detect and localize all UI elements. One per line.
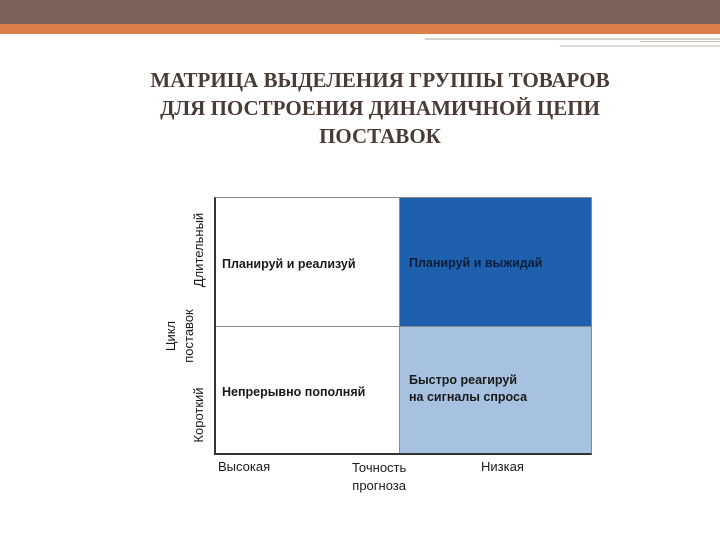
x-axis-title-line-2: прогноза — [352, 478, 406, 493]
header-band — [0, 0, 720, 24]
x-axis-title-line-1: Точность — [352, 460, 407, 475]
matrix-cell-label-line-1: Быстро реагируй — [409, 373, 518, 387]
slide-title-line-2: ДЛЯ ПОСТРОЕНИЯ ДИНАМИЧНОЙ ЦЕПИ — [160, 96, 600, 120]
y-axis-title — [162, 296, 198, 376]
decorative-line — [640, 41, 720, 42]
supply-chain-matrix — [214, 197, 592, 455]
matrix-frame — [214, 197, 592, 455]
y-axis-top-end: Длительный — [191, 212, 206, 288]
x-axis-title — [352, 459, 406, 495]
slide-title-line-3: ПОСТАВОК — [319, 124, 441, 148]
matrix-cell-label: Непрерывно пополняй — [222, 385, 366, 399]
y-axis-title-line-1: Цикл — [163, 320, 178, 352]
decorative-line — [560, 45, 720, 47]
matrix-cell-label-line-2: на сигналы спроса — [409, 390, 528, 404]
matrix-cell-label: Планируй и реализуй — [222, 257, 356, 271]
x-axis-high-end: Низкая — [481, 459, 524, 474]
slide-title-line-1: МАТРИЦА ВЫДЕЛЕНИЯ ГРУППЫ ТОВАРОВ — [150, 68, 610, 92]
matrix-cell-label: Планируй и выжидай — [409, 256, 543, 270]
y-axis-title-line-2: поставок — [181, 309, 196, 363]
x-axis-low-end: Высокая — [218, 459, 271, 474]
header-accent-stripe — [0, 24, 720, 34]
y-axis-bottom-end: Короткий — [191, 387, 206, 443]
slide-title — [110, 66, 650, 150]
decorative-line — [425, 38, 720, 40]
